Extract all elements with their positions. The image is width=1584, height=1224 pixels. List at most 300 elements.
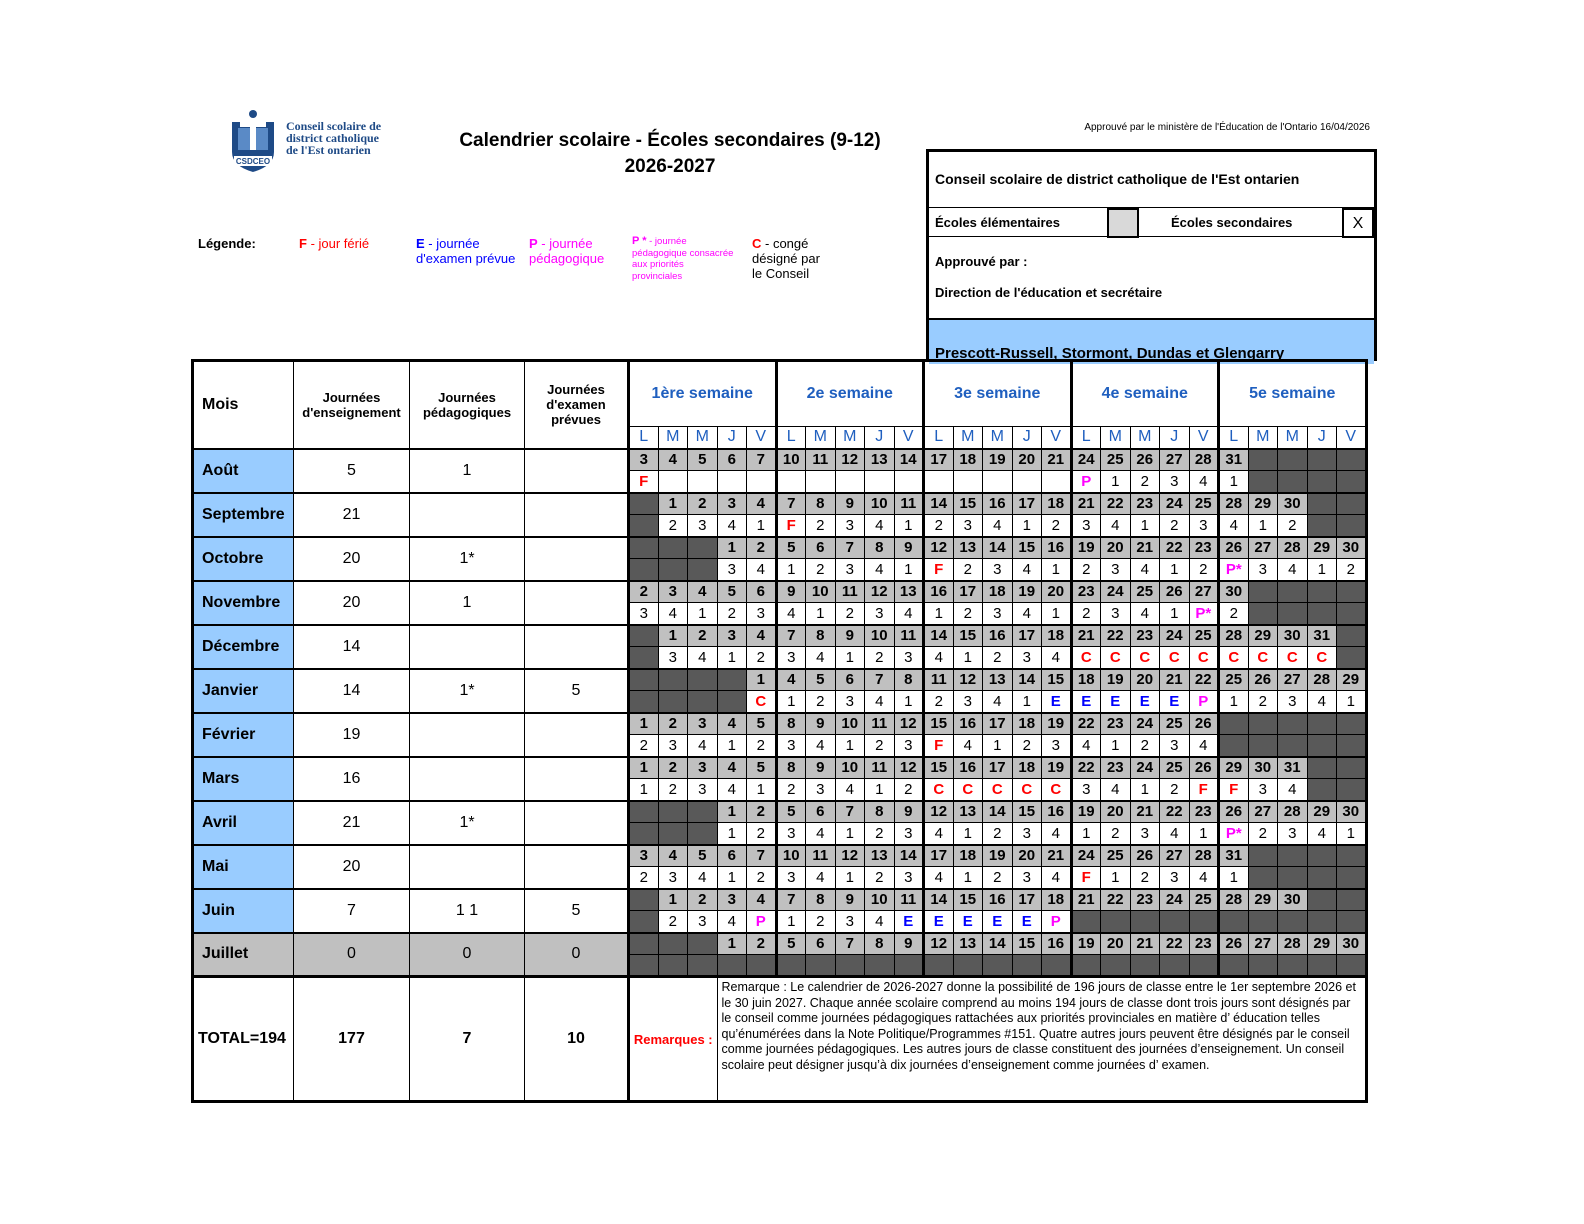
cycle-day-cell [1219, 955, 1249, 977]
date-cell [1337, 625, 1367, 647]
date-cell: 20 [1101, 801, 1131, 823]
page-title [420, 128, 920, 180]
date-cell: 9 [894, 933, 924, 955]
week-header-4: 4e semaine [1071, 361, 1219, 427]
cycle-day-cell: 1 [1160, 559, 1190, 581]
day-letter: V [1189, 427, 1219, 449]
date-cell: 21 [1071, 889, 1101, 911]
date-cell: 16 [983, 889, 1013, 911]
cycle-day-cell: 3 [894, 823, 924, 845]
cycle-day-cell [658, 471, 688, 493]
cycle-day-cell: C [983, 779, 1013, 801]
cycle-day-cell [1337, 471, 1367, 493]
date-cell: 25 [1160, 713, 1190, 735]
cycle-day-cell: 3 [776, 823, 806, 845]
exam-days-count [525, 449, 629, 493]
date-cell: 18 [1071, 669, 1101, 691]
cycle-day-cell: 1 [717, 735, 747, 757]
logo-text: Conseil scolaire de district catholique de l'Est ontarien [286, 119, 382, 157]
date-cell: 3 [658, 581, 688, 603]
date-cell: 25 [1101, 845, 1131, 867]
pedagogical-days-count: 1* [410, 801, 525, 845]
date-cell: 27 [1248, 537, 1278, 559]
date-cell: 19 [1071, 933, 1101, 955]
day-letter: M [953, 427, 983, 449]
cycle-day-cell [658, 691, 688, 713]
date-cell: 12 [953, 669, 983, 691]
day-letter: J [1160, 427, 1190, 449]
elementary-label: Écoles élémentaires [935, 215, 1061, 230]
date-cell: 6 [835, 669, 865, 691]
date-cell: 6 [717, 449, 747, 471]
cycle-day-cell: 4 [924, 823, 954, 845]
cycle-day-cell [1130, 955, 1160, 977]
cycle-day-cell [894, 955, 924, 977]
exam-days-count [525, 581, 629, 625]
month-name: Janvier [193, 669, 294, 713]
pedagogical-days-count [410, 713, 525, 757]
exam-days-count [525, 845, 629, 889]
cycle-day-cell: 3 [1012, 823, 1042, 845]
date-cell: 2 [747, 537, 777, 559]
cycle-day-cell: 3 [865, 603, 895, 625]
month-row [193, 669, 1367, 691]
date-cell: 28 [1278, 801, 1308, 823]
cycle-day-cell: 1 [1219, 691, 1249, 713]
cycle-day-cell: E [1160, 691, 1190, 713]
date-cell: 15 [953, 889, 983, 911]
date-cell: 19 [1042, 713, 1072, 735]
date-cell [1307, 449, 1337, 471]
cycle-day-cell [1337, 955, 1367, 977]
date-cell: 28 [1219, 493, 1249, 515]
date-cell: 5 [688, 845, 718, 867]
date-cell: 28 [1189, 845, 1219, 867]
date-cell: 15 [953, 625, 983, 647]
cycle-day-cell [806, 471, 836, 493]
cycle-day-cell [1337, 867, 1367, 889]
date-cell: 23 [1101, 713, 1131, 735]
date-cell: 15 [953, 493, 983, 515]
cycle-day-cell: 3 [1278, 691, 1308, 713]
date-cell: 27 [1160, 845, 1190, 867]
cycle-day-cell: 2 [835, 603, 865, 625]
cycle-day-cell [983, 955, 1013, 977]
date-cell: 5 [717, 581, 747, 603]
day-letter: V [1042, 427, 1072, 449]
cycle-day-cell [894, 471, 924, 493]
cycle-day-cell [776, 471, 806, 493]
date-cell: 7 [835, 933, 865, 955]
cycle-day-cell: 1 [1160, 603, 1190, 625]
cycle-day-cell: 1 [983, 735, 1013, 757]
day-letter: J [865, 427, 895, 449]
legend-e: E - journée d'examen prévue [416, 236, 516, 266]
cycle-day-cell: 2 [747, 823, 777, 845]
date-cell: 25 [1189, 493, 1219, 515]
cycle-day-cell: 2 [658, 911, 688, 933]
day-letter: V [1337, 427, 1367, 449]
date-cell: 6 [806, 801, 836, 823]
date-cell: 27 [1278, 669, 1308, 691]
date-cell: 23 [1071, 581, 1101, 603]
date-cell: 4 [658, 845, 688, 867]
cycle-day-cell: 4 [953, 735, 983, 757]
calendar-table [191, 359, 1368, 1103]
cycle-day-cell: E [1130, 691, 1160, 713]
cycle-day-cell: 2 [1071, 603, 1101, 625]
cycle-day-cell: C [747, 691, 777, 713]
date-cell: 25 [1219, 669, 1249, 691]
date-cell: 3 [717, 889, 747, 911]
cycle-day-cell: 4 [924, 867, 954, 889]
cycle-day-cell: 1 [865, 779, 895, 801]
date-cell: 23 [1101, 757, 1131, 779]
cycle-day-cell: 2 [1071, 559, 1101, 581]
cycle-day-cell [629, 515, 659, 537]
date-cell: 5 [747, 757, 777, 779]
cycle-day-cell: 1 [717, 823, 747, 845]
date-cell: 6 [806, 537, 836, 559]
cycle-day-cell: 1 [894, 691, 924, 713]
date-cell: 29 [1248, 493, 1278, 515]
week-header-5: 5e semaine [1219, 361, 1367, 427]
teaching-days-count: 16 [294, 757, 410, 801]
date-cell: 26 [1189, 757, 1219, 779]
cycle-day-cell: 3 [983, 603, 1013, 625]
cycle-day-cell: 2 [983, 647, 1013, 669]
cycle-day-cell: F [1189, 779, 1219, 801]
day-letter: M [658, 427, 688, 449]
date-cell: 11 [835, 581, 865, 603]
date-cell [1248, 581, 1278, 603]
date-cell [658, 669, 688, 691]
date-cell: 29 [1248, 889, 1278, 911]
date-cell: 25 [1189, 889, 1219, 911]
date-cell: 30 [1337, 933, 1367, 955]
date-cell: 16 [924, 581, 954, 603]
date-cell: 26 [1130, 449, 1160, 471]
date-cell: 26 [1248, 669, 1278, 691]
date-cell: 8 [865, 537, 895, 559]
date-cell [1307, 713, 1337, 735]
week-header-2: 2e semaine [776, 361, 924, 427]
date-cell: 8 [894, 669, 924, 691]
date-cell: 12 [924, 933, 954, 955]
cycle-day-cell [1130, 911, 1160, 933]
date-cell [1278, 713, 1308, 735]
exam-days-count: 5 [525, 889, 629, 933]
date-cell [629, 537, 659, 559]
date-cell: 13 [865, 449, 895, 471]
date-cell [688, 537, 718, 559]
cycle-day-cell: C [1307, 647, 1337, 669]
cycle-day-cell: 4 [806, 735, 836, 757]
cycle-day-cell [658, 559, 688, 581]
date-cell: 24 [1071, 845, 1101, 867]
cycle-day-cell: C [1160, 647, 1190, 669]
teaching-days-count: 21 [294, 493, 410, 537]
date-cell: 26 [1189, 713, 1219, 735]
cycle-day-cell: 3 [688, 779, 718, 801]
board-info-box [926, 149, 1377, 361]
cycle-day-cell: 2 [953, 559, 983, 581]
cycle-day-cell: 4 [1042, 647, 1072, 669]
cycle-day-cell: 3 [1042, 735, 1072, 757]
cycle-day-cell: 1 [1219, 471, 1249, 493]
cycle-day-cell: C [1012, 779, 1042, 801]
title-text: Calendrier scolaire - Écoles secondaires (9-12) [459, 130, 881, 151]
month-name: Mars [193, 757, 294, 801]
direction-label: Direction de l'éducation et secrétaire [935, 285, 1163, 300]
cycle-day-cell [1189, 911, 1219, 933]
cycle-day-cell: 4 [806, 647, 836, 669]
cycle-day-cell [983, 471, 1013, 493]
date-cell: 21 [1130, 933, 1160, 955]
school-type-row [929, 207, 1374, 237]
date-cell [1219, 713, 1249, 735]
date-cell: 17 [1012, 493, 1042, 515]
date-cell: 11 [806, 845, 836, 867]
date-cell: 20 [1042, 581, 1072, 603]
date-cell: 21 [1130, 537, 1160, 559]
date-cell: 11 [894, 889, 924, 911]
cycle-day-cell: 4 [1130, 603, 1160, 625]
cycle-day-cell: 4 [865, 911, 895, 933]
cycle-day-cell: 1 [1248, 515, 1278, 537]
cycle-day-cell: 1 [894, 559, 924, 581]
cycle-day-cell [717, 691, 747, 713]
month-name: Juin [193, 889, 294, 933]
date-cell [1307, 581, 1337, 603]
cycle-day-cell: 1 [1071, 823, 1101, 845]
cycle-day-cell: 2 [747, 647, 777, 669]
date-cell: 21 [1042, 449, 1072, 471]
legend-pstar: P * - journée pédagogique consacrée aux priorités provinciales [632, 235, 734, 282]
date-cell: 24 [1130, 713, 1160, 735]
date-cell: 12 [835, 449, 865, 471]
month-name: Septembre [193, 493, 294, 537]
cycle-day-cell: 3 [1278, 823, 1308, 845]
elementary-checkbox [1107, 208, 1139, 238]
cycle-day-cell: 2 [865, 647, 895, 669]
teaching-days-count: 14 [294, 625, 410, 669]
cycle-day-cell: C [1042, 779, 1072, 801]
date-cell: 20 [1130, 669, 1160, 691]
date-cell: 15 [1012, 801, 1042, 823]
month-row [193, 713, 1367, 735]
cycle-day-cell: 4 [1278, 559, 1308, 581]
cycle-day-cell: 2 [658, 515, 688, 537]
date-cell: 1 [717, 801, 747, 823]
date-cell: 21 [1160, 669, 1190, 691]
month-row [193, 845, 1367, 867]
date-cell [1307, 493, 1337, 515]
date-cell: 11 [865, 757, 895, 779]
date-cell: 17 [1012, 889, 1042, 911]
date-cell: 28 [1278, 933, 1308, 955]
cycle-day-cell: P [1189, 691, 1219, 713]
month-row [193, 757, 1367, 779]
cycle-day-cell: E [983, 911, 1013, 933]
date-cell: 4 [747, 493, 777, 515]
cycle-day-cell: 3 [835, 691, 865, 713]
cycle-day-cell: 4 [1012, 559, 1042, 581]
cycle-day-cell: E [1101, 691, 1131, 713]
cycle-day-cell: 4 [983, 515, 1013, 537]
date-cell: 25 [1130, 581, 1160, 603]
date-cell: 7 [776, 493, 806, 515]
cycle-day-cell: 1 [747, 779, 777, 801]
day-letter: M [835, 427, 865, 449]
date-cell: 7 [747, 845, 777, 867]
cycle-day-cell [1307, 955, 1337, 977]
cycle-day-cell [865, 955, 895, 977]
date-cell: 30 [1248, 757, 1278, 779]
cycle-day-cell: 1 [629, 779, 659, 801]
day-letter: M [1278, 427, 1308, 449]
cycle-day-cell: 4 [1189, 867, 1219, 889]
date-cell: 22 [1101, 493, 1131, 515]
cycle-day-cell: 3 [658, 647, 688, 669]
cycle-day-cell: 1 [1130, 515, 1160, 537]
date-cell: 4 [688, 581, 718, 603]
cycle-day-cell: 2 [629, 867, 659, 889]
pedagogical-days-count: 1 1 [410, 889, 525, 933]
cycle-day-cell: 2 [806, 911, 836, 933]
date-cell: 17 [983, 713, 1013, 735]
date-cell [1337, 845, 1367, 867]
date-cell: 26 [1219, 933, 1249, 955]
cycle-day-cell: 2 [1130, 471, 1160, 493]
date-cell: 19 [983, 449, 1013, 471]
cycle-day-cell: 1 [1042, 603, 1072, 625]
cycle-day-cell: 3 [894, 647, 924, 669]
date-cell: 9 [835, 625, 865, 647]
date-cell: 27 [1248, 801, 1278, 823]
cycle-day-cell [688, 559, 718, 581]
date-cell [658, 801, 688, 823]
cycle-day-cell: 1 [688, 603, 718, 625]
region-name: Prescott-Russell, Stormont, Dundas et Glengarry [935, 345, 1285, 362]
cycle-day-cell: 3 [688, 911, 718, 933]
approved-by-label: Approuvé par : [935, 254, 1028, 269]
date-cell: 31 [1278, 757, 1308, 779]
date-cell: 27 [1160, 449, 1190, 471]
date-cell [658, 537, 688, 559]
pedagogical-days-count [410, 493, 525, 537]
date-cell: 21 [1071, 493, 1101, 515]
cycle-day-cell [1278, 911, 1308, 933]
cycle-day-cell [1278, 603, 1308, 625]
cycle-day-cell: 3 [1248, 559, 1278, 581]
date-cell [1337, 449, 1367, 471]
cycle-day-cell [629, 955, 659, 977]
cycle-day-cell: 3 [1130, 823, 1160, 845]
date-cell: 21 [1071, 625, 1101, 647]
date-cell: 19 [983, 845, 1013, 867]
board-name: Conseil scolaire de district catholique de l'Est ontarien [935, 171, 1300, 187]
month-name: Mai [193, 845, 294, 889]
day-letter: J [1307, 427, 1337, 449]
date-cell: 17 [953, 581, 983, 603]
cycle-day-cell: P [747, 911, 777, 933]
date-cell: 18 [983, 581, 1013, 603]
date-cell: 15 [924, 713, 954, 735]
cycle-day-cell: C [1189, 647, 1219, 669]
legend-p: P - journée pédagogique [529, 236, 605, 266]
day-letter: L [924, 427, 954, 449]
cycle-day-cell [1071, 911, 1101, 933]
cycle-day-cell: 2 [865, 823, 895, 845]
cycle-day-cell: 2 [1012, 735, 1042, 757]
date-cell: 5 [776, 801, 806, 823]
cycle-day-cell: C [1071, 647, 1101, 669]
cycle-day-cell: F [924, 559, 954, 581]
cycle-day-cell: 2 [776, 779, 806, 801]
teaching-days-count: 14 [294, 669, 410, 713]
pedagogical-days-count: 0 [410, 933, 525, 977]
date-cell: 29 [1219, 757, 1249, 779]
date-cell: 17 [1012, 625, 1042, 647]
cycle-day-cell [1337, 647, 1367, 669]
pedagogical-days-count: 1* [410, 537, 525, 581]
date-cell: 2 [688, 493, 718, 515]
cycle-day-cell [688, 823, 718, 845]
cycle-day-cell: 1 [894, 515, 924, 537]
pedagogical-days-count: 1 [410, 581, 525, 625]
cycle-day-cell: F [776, 515, 806, 537]
date-cell: 16 [1042, 537, 1072, 559]
cycle-day-cell: 3 [835, 515, 865, 537]
date-cell: 3 [688, 713, 718, 735]
date-cell: 7 [776, 889, 806, 911]
date-cell: 9 [894, 801, 924, 823]
cycle-day-cell: 3 [1101, 603, 1131, 625]
date-cell: 4 [747, 889, 777, 911]
cycle-day-cell [688, 955, 718, 977]
date-cell: 24 [1160, 625, 1190, 647]
cycle-day-cell: 3 [1248, 779, 1278, 801]
pedagogical-days-count [410, 845, 525, 889]
cycle-day-cell [1307, 471, 1337, 493]
date-cell: 5 [806, 669, 836, 691]
cycle-day-cell: 1 [953, 647, 983, 669]
cycle-day-cell: 2 [1130, 735, 1160, 757]
ministry-approval-note: Approuvé par le ministère de l'Éducation de l'Ontario 16/04/2026 [1084, 122, 1370, 133]
cycle-day-cell [1337, 911, 1367, 933]
exam-days-count [525, 625, 629, 669]
date-cell: 12 [835, 845, 865, 867]
cycle-day-cell [1012, 471, 1042, 493]
date-cell: 9 [835, 889, 865, 911]
date-cell: 1 [717, 537, 747, 559]
cycle-day-cell: E [1042, 691, 1072, 713]
date-cell: 8 [806, 889, 836, 911]
day-letter: L [1071, 427, 1101, 449]
cycle-day-cell [1307, 515, 1337, 537]
cycle-day-cell [1307, 867, 1337, 889]
date-cell: 5 [688, 449, 718, 471]
date-cell: 3 [629, 449, 659, 471]
legend-f: F - jour férié [299, 236, 370, 251]
day-letter: J [717, 427, 747, 449]
date-cell: 23 [1189, 933, 1219, 955]
date-cell: 3 [717, 625, 747, 647]
svg-text:CSDCEO: CSDCEO [235, 157, 271, 166]
date-cell: 30 [1337, 801, 1367, 823]
cycle-day-cell: 4 [865, 691, 895, 713]
